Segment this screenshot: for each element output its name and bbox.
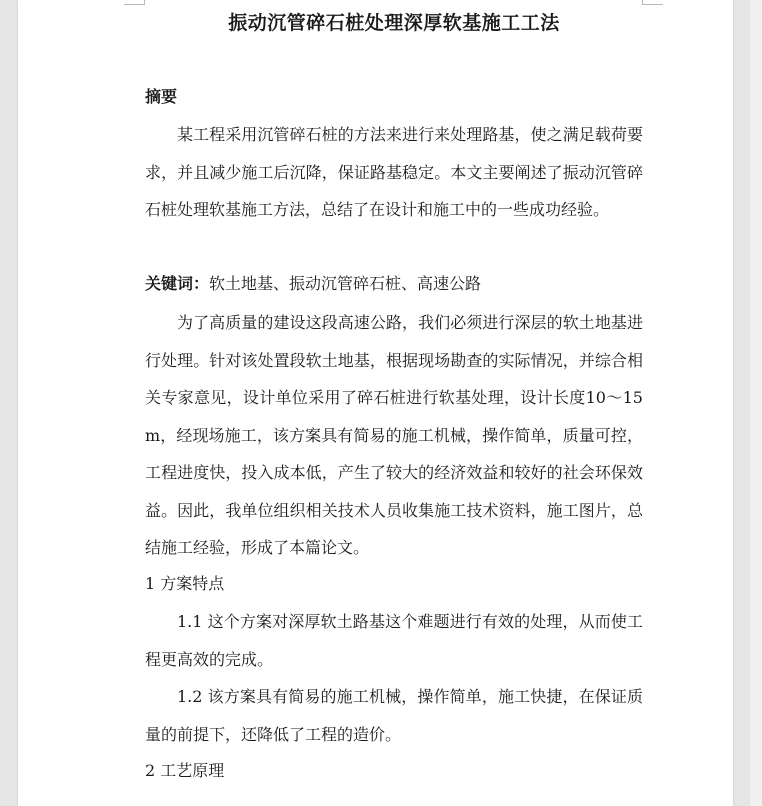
section1-heading: 1 方案特点 <box>145 574 225 593</box>
section2-heading: 2 工艺原理 <box>145 761 225 780</box>
keywords-label: 关键词： <box>145 274 210 293</box>
abstract-heading: 摘要 <box>145 87 178 106</box>
keywords-value: 软土地基、振动沉管碎石桩、高速公路 <box>209 274 482 293</box>
page-margin-mark-left <box>124 0 145 5</box>
vertical-scrollbar[interactable] <box>750 0 762 806</box>
page-margin-mark-right <box>642 0 663 5</box>
section1-item2: 1.2 该方案具有简易的施工机械，操作简单，施工快捷，在保证质量的前提下，还降低了工程的造价。 <box>145 687 643 744</box>
section1-item1: 1.1 这个方案对深厚软土路基这个难题进行有效的处理，从而使工程更高效的完成。 <box>145 612 643 669</box>
abstract-paragraph: 某工程采用沉管碎石桩的方法来进行来处理路基，使之满足载荷要求，并且减少施工后沉降，保证路基稳定。本文主要阐述了振动沉管碎石桩处理软基施工方法，总结了在设计和施工中的一些成功经验。 <box>145 125 643 219</box>
intro-paragraph: 为了高质量的建设这段高速公路，我们必须进行深层的软土地基进行处理。针对该处置段软土地基，根据现场勘查的实际情况，并综合相关专家意见，设计单位采用了碎石桩进行软基处理，设计长度10～15m，经现场施工，该方案具有简易的施工机械，操作简单，质量可控，工程进度快，投入成本低，产生了较大的经济效益和较好的社会环保效益。因此，我单位组织相关技术人员收集施工技术资料，施工图片，总结施工经验，形成了本篇论文。 <box>145 313 643 557</box>
keywords-line <box>145 273 481 295</box>
document-title: 振动沉管碎石桩处理深厚软基施工工法 <box>228 12 560 34</box>
document-page <box>18 0 733 806</box>
